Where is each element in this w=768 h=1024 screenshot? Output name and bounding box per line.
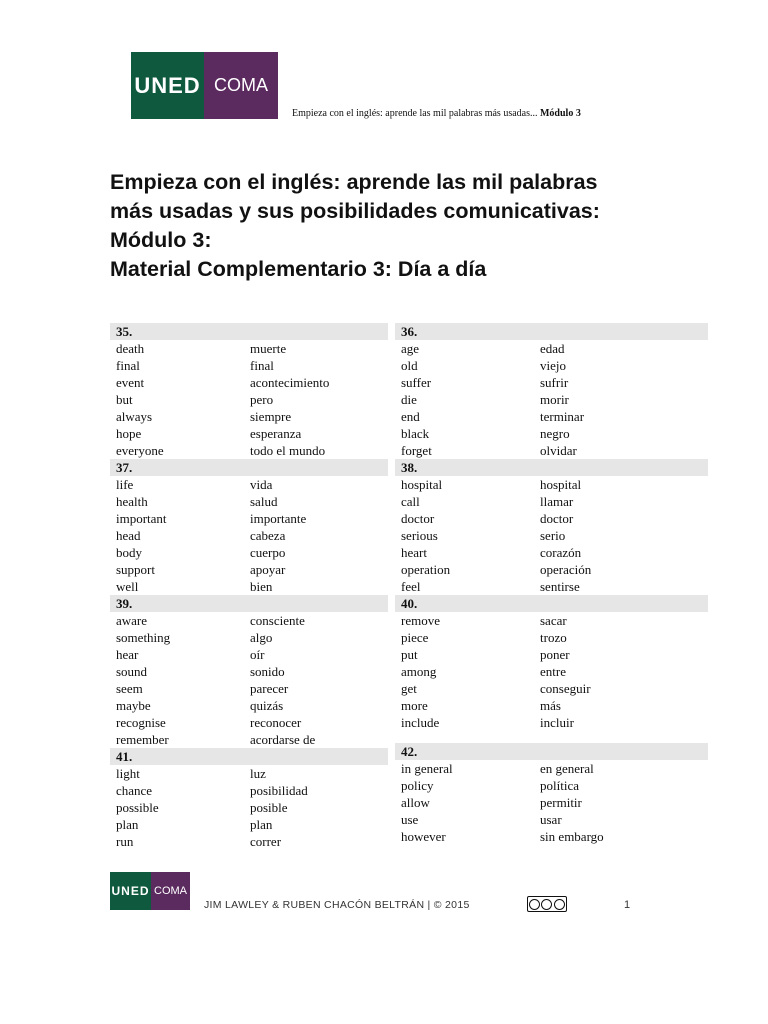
vocab-row <box>110 374 388 391</box>
spanish-word: edad <box>540 341 565 356</box>
spanish-word: terminar <box>540 409 585 424</box>
group-number: 36. <box>395 323 708 340</box>
vocab-row <box>395 760 708 777</box>
vocab-row <box>395 714 708 731</box>
running-header <box>292 108 581 119</box>
vocab-row <box>395 578 708 595</box>
spanish-word: sacar <box>540 613 567 628</box>
vocab-row <box>110 493 388 510</box>
header-text: Empieza con el inglés: aprende las mil palabras más usadas... <box>292 108 538 119</box>
vocab-row <box>395 425 708 442</box>
english-word: more <box>401 698 428 713</box>
spanish-word: muerte <box>250 341 287 356</box>
english-word: end <box>401 409 420 424</box>
coma-logo-text: COMA <box>204 52 278 119</box>
english-word: sound <box>116 664 148 679</box>
group-number: 40. <box>395 595 708 612</box>
english-word: remember <box>116 732 169 747</box>
vocab-row <box>110 833 388 850</box>
english-word: put <box>401 647 418 662</box>
group-number: 35. <box>110 323 388 340</box>
vocab-row <box>110 612 388 629</box>
english-word: hear <box>116 647 139 662</box>
english-word: final <box>116 358 140 373</box>
english-word: get <box>401 681 417 696</box>
vocab-row <box>395 794 708 811</box>
spanish-word: usar <box>540 812 562 827</box>
title-line-1: Empieza con el inglés: aprende las mil palabras <box>110 170 598 194</box>
vocab-row <box>395 811 708 828</box>
vocab-row <box>395 476 708 493</box>
vocab-row <box>110 714 388 731</box>
vocab-row <box>110 391 388 408</box>
spanish-word: apoyar <box>250 562 286 577</box>
english-word: support <box>116 562 155 577</box>
vocab-row <box>110 646 388 663</box>
vocab-row <box>395 391 708 408</box>
english-word: remove <box>401 613 440 628</box>
vocab-row <box>110 527 388 544</box>
english-word: seem <box>116 681 143 696</box>
footer-authors: JIM LAWLEY & RUBEN CHACÓN BELTRÁN | © 2015 <box>204 899 470 911</box>
spanish-word: consciente <box>250 613 305 628</box>
vocab-column-left <box>110 323 388 850</box>
spanish-word: más <box>540 698 561 713</box>
vocab-row <box>110 578 388 595</box>
english-word: feel <box>401 579 421 594</box>
vocab-row <box>110 731 388 748</box>
vocab-row <box>110 629 388 646</box>
vocab-row <box>110 663 388 680</box>
english-word: suffer <box>401 375 432 390</box>
vocab-row <box>110 442 388 459</box>
english-word: call <box>401 494 420 509</box>
title-line-2: más usadas y sus posibilidades comunicativas: <box>110 199 600 223</box>
spanish-word: importante <box>250 511 307 526</box>
vocab-row <box>395 629 708 646</box>
english-word: plan <box>116 817 139 832</box>
header-module: Módulo 3 <box>539 108 581 119</box>
english-word: important <box>116 511 167 526</box>
english-word: black <box>401 426 430 441</box>
spanish-word: operación <box>540 562 592 577</box>
spanish-word: salud <box>250 494 278 509</box>
vocab-row <box>110 544 388 561</box>
spanish-word: cabeza <box>250 528 286 543</box>
english-word: body <box>116 545 142 560</box>
vocab-row <box>110 340 388 357</box>
vocab-row <box>110 408 388 425</box>
spanish-word: final <box>250 358 274 373</box>
spanish-word: acordarse de <box>250 732 316 747</box>
english-word: use <box>401 812 419 827</box>
uned-logo-text: UNED <box>131 52 204 119</box>
vocab-row <box>110 782 388 799</box>
group-number: 41. <box>110 748 388 765</box>
english-word: however <box>401 829 446 844</box>
vocab-column-right <box>395 323 708 845</box>
english-word: everyone <box>116 443 164 458</box>
english-word: heart <box>401 545 427 560</box>
english-word: chance <box>116 783 153 798</box>
english-word: serious <box>401 528 438 543</box>
vocab-row <box>395 612 708 629</box>
spanish-word: política <box>540 778 579 793</box>
vocab-row <box>395 340 708 357</box>
english-word: allow <box>401 795 430 810</box>
english-word: hope <box>116 426 142 441</box>
spanish-word: permitir <box>540 795 582 810</box>
spanish-word: corazón <box>540 545 582 560</box>
spanish-word: sin embargo <box>540 829 604 844</box>
spanish-word: en general <box>540 761 594 776</box>
vocab-row <box>110 510 388 527</box>
english-word: old <box>401 358 418 373</box>
page-title <box>110 168 710 284</box>
english-word: maybe <box>116 698 151 713</box>
spanish-word: plan <box>250 817 273 832</box>
uned-coma-logo <box>131 52 278 119</box>
english-word: event <box>116 375 145 390</box>
english-word: health <box>116 494 148 509</box>
vocab-row <box>110 357 388 374</box>
title-line-3: Módulo 3: <box>110 228 212 252</box>
spanish-word: algo <box>250 630 273 645</box>
spanish-word: viejo <box>540 358 566 373</box>
vocab-row <box>110 476 388 493</box>
vocab-row <box>395 561 708 578</box>
spanish-word: posibilidad <box>250 783 308 798</box>
group-number: 39. <box>110 595 388 612</box>
vocab-row <box>395 408 708 425</box>
spanish-word: correr <box>250 834 282 849</box>
spanish-word: esperanza <box>250 426 302 441</box>
english-word: piece <box>401 630 429 645</box>
vocab-row <box>395 544 708 561</box>
vocab-row <box>395 510 708 527</box>
vocab-row <box>110 765 388 782</box>
spanish-word: quizás <box>250 698 284 713</box>
spanish-word: oír <box>250 647 265 662</box>
vocab-row <box>110 816 388 833</box>
english-word: recognise <box>116 715 166 730</box>
spanish-word: luz <box>250 766 266 781</box>
english-word: age <box>401 341 420 356</box>
english-word: head <box>116 528 141 543</box>
spanish-word: vida <box>250 477 273 492</box>
page-number: 1 <box>624 899 631 911</box>
spanish-word: pero <box>250 392 274 407</box>
vocab-row <box>395 646 708 663</box>
english-word: well <box>116 579 139 594</box>
spanish-word: llamar <box>540 494 574 509</box>
spanish-word: serio <box>540 528 566 543</box>
group-number: 38. <box>395 459 708 476</box>
spanish-word: sentirse <box>540 579 580 594</box>
spanish-word: parecer <box>250 681 289 696</box>
spanish-word: posible <box>250 800 288 815</box>
english-word: something <box>116 630 171 645</box>
spanish-word: bien <box>250 579 273 594</box>
vocab-row <box>395 680 708 697</box>
vocab-row <box>395 442 708 459</box>
english-word: hospital <box>401 477 443 492</box>
vocab-row <box>395 777 708 794</box>
vocab-row <box>110 425 388 442</box>
spanish-word: sufrir <box>540 375 569 390</box>
spanish-word: trozo <box>540 630 567 645</box>
spanish-word: doctor <box>540 511 574 526</box>
spanish-word: poner <box>540 647 570 662</box>
spanish-word: cuerpo <box>250 545 286 560</box>
english-word: operation <box>401 562 451 577</box>
group-number: 42. <box>395 743 708 760</box>
footer-coma-text: COMA <box>151 872 190 910</box>
english-word: in general <box>401 761 453 776</box>
spanish-word: todo el mundo <box>250 443 326 458</box>
footer-logo <box>110 872 190 910</box>
vocab-row <box>395 663 708 680</box>
spanish-word: sonido <box>250 664 285 679</box>
spanish-word: entre <box>540 664 566 679</box>
english-word: run <box>116 834 134 849</box>
group-number: 37. <box>110 459 388 476</box>
english-word: aware <box>116 613 148 628</box>
spanish-word: olvidar <box>540 443 577 458</box>
title-line-4: Material Complementario 3: Día a día <box>110 257 487 281</box>
vocab-row <box>110 697 388 714</box>
spanish-word: incluir <box>540 715 574 730</box>
vocab-row <box>110 799 388 816</box>
english-word: but <box>116 392 133 407</box>
vocab-row <box>395 697 708 714</box>
vocab-row <box>395 374 708 391</box>
english-word: death <box>116 341 145 356</box>
english-word: life <box>116 477 134 492</box>
spanish-word: reconocer <box>250 715 302 730</box>
spanish-word: morir <box>540 392 569 407</box>
vocab-row <box>395 828 708 845</box>
vocab-row <box>110 680 388 697</box>
vocab-row <box>395 493 708 510</box>
footer-uned-text: UNED <box>110 872 151 910</box>
vocab-row <box>395 357 708 374</box>
english-word: always <box>116 409 153 424</box>
english-word: among <box>401 664 437 679</box>
spanish-word: siempre <box>250 409 292 424</box>
spanish-word: conseguir <box>540 681 591 696</box>
vocab-row <box>395 527 708 544</box>
english-word: policy <box>401 778 434 793</box>
english-word: light <box>116 766 140 781</box>
spanish-word: negro <box>540 426 570 441</box>
english-word: possible <box>116 800 159 815</box>
english-word: forget <box>401 443 432 458</box>
spanish-word: hospital <box>540 477 582 492</box>
spanish-word: acontecimiento <box>250 375 330 390</box>
english-word: doctor <box>401 511 435 526</box>
cc-by-nc-sa-icon <box>527 896 567 912</box>
vocab-row <box>110 561 388 578</box>
english-word: include <box>401 715 440 730</box>
english-word: die <box>401 392 417 407</box>
